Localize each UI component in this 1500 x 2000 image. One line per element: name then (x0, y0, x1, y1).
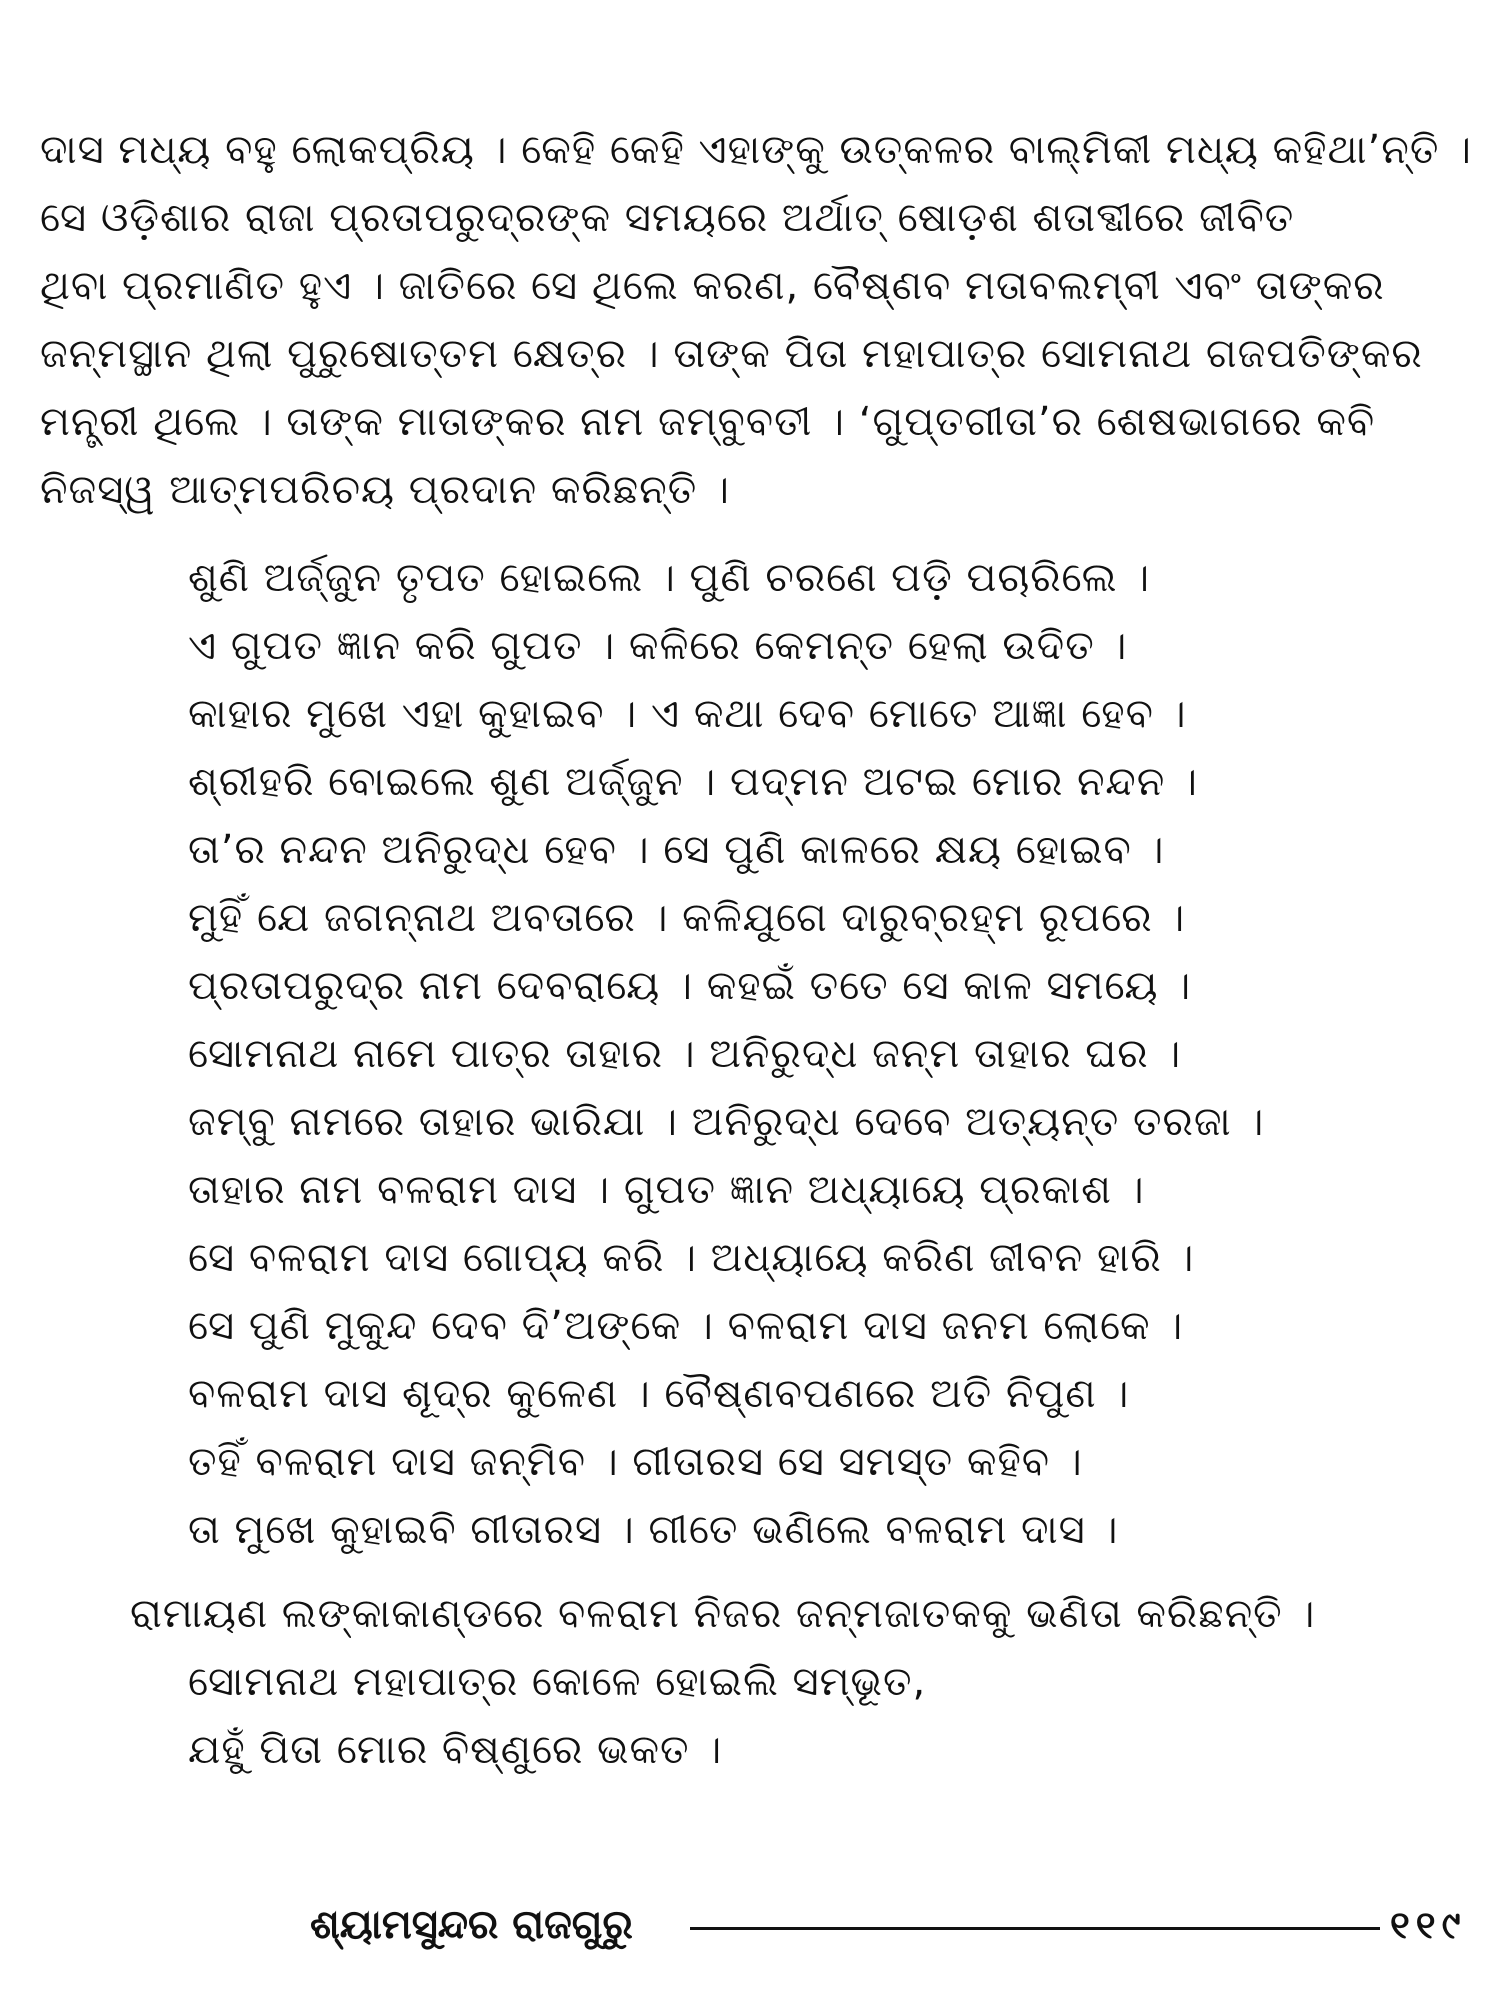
verse-line: ତାହାର ନାମ ବଳରାମ ଦାସ । ଗୁପତ ଜ୍ଞାନ ଅଧ୍ୟାୟେ ପ୍ରକାଶ । (188, 1167, 1145, 1213)
verse-line: ମୁହିଁ ଯେ ଜଗନ୍ନାଥ ଅବତାରେ । କଳିଯୁଗେ ଦାରୁବ୍ରହ୍ମ ରୂପରେ । (188, 895, 1186, 941)
verse-line: ବଳରାମ ଦାସ ଶୂଦ୍ର କୁଳେଣ । ବୈଷ୍ଣବପଣରେ ଅତି ନିପୁଣ । (188, 1371, 1130, 1417)
verse-line: କାହାର ମୁଖେ ଏହା କୁହାଇବ । ଏ କଥା ଦେବ ମୋତେ ଆଜ୍ଞା ହେବ । (188, 691, 1187, 737)
verse-line: ଶୁଣି ଅର୍ଜ୍ଜୁନ ତୃପତ ହୋଇଲେ । ପୁଣି ଚରଣେ ପଡ଼ି ପଚାରିଲେ । (188, 555, 1151, 601)
verse-line: ପ୍ରତାପରୁଦ୍ର ନାମ ଦେବରାୟେ । କହଇଁ ତତେ ସେ କାଳ ସମୟେ । (188, 963, 1192, 1009)
verse-line: ସୋମନାଥ ମହାପାତ୍ର କୋଳେ ହୋଇଲି ସମ୍ଭୂତ, (188, 1659, 927, 1705)
verse-line: ସେ ବଳରାମ ଦାସ ଗୋପ୍ୟ କରି । ଅଧ୍ୟାୟେ କରିଣ ଜୀବନ ହାରି । (188, 1235, 1195, 1281)
verse-line: ତହିଁ ବଳରାମ ଦାସ ଜନ୍ମିବ । ଗୀତାରସ ସେ ସମସ୍ତ କହିବ । (188, 1439, 1083, 1485)
prose-line: ଥିବା ପ୍ରମାଣିତ ହୁଏ । ଜାତିରେ ସେ ଥିଲେ କରଣ, ବୈଷ୍ଣବ ମତାବଲମ୍ବୀ ଏବଂ ତାଙ୍କର (40, 263, 1385, 309)
verse-line: ସେ ପୁଣି ମୁକୁନ୍ଦ ଦେବ ଦି’ଅଙ୍କେ । ବଳରାମ ଦାସ ଜନମ ଲୋକେ । (188, 1303, 1184, 1349)
verse-line: ତା’ର ନନ୍ଦନ ଅନିରୁଦ୍ଧ ହେବ । ସେ ପୁଣି କାଳରେ କ୍ଷୟ ହୋଇବ । (188, 827, 1165, 873)
prose-line: ମନ୍ତ୍ରୀ ଥିଲେ । ତାଙ୍କ ମାତାଙ୍କର ନାମ ଜମ୍ବୁବତୀ । ‘ଗୁପ୍ତଗୀତା’ର ଶେଷଭାଗରେ କବି (40, 399, 1376, 445)
verse-line: ତା ମୁଖେ କୁହାଇବି ଗୀତାରସ । ଗୀତେ ଭଣିଲେ ବଳରାମ ଦାସ । (188, 1507, 1119, 1553)
prose-line: ଜନ୍ମସ୍ଥାନ ଥିଲା ପୁରୁଷୋତ୍ତମ କ୍ଷେତ୍ର । ତାଙ୍କ ପିତା ମହାପାତ୍ର ସୋମନାଥ ଗଜପତିଙ୍କର (40, 331, 1423, 377)
footer-author: ଶ୍ୟାମସୁନ୍ଦର ରାଜଗୁରୁ (310, 1902, 633, 1948)
verse-line: ଏ ଗୁପତ ଜ୍ଞାନ କରି ଗୁପତ । କଳିରେ କେମନ୍ତ ହେଲା ଉଦିତ । (188, 623, 1128, 669)
prose-line: ସେ ଓଡ଼ିଶାର ରାଜା ପ୍ରତାପରୁଦ୍ରଙ୍କ ସମୟରେ ଅର୍ଥାତ୍ ଷୋଡ଼ଶ ଶତାବ୍ଦୀରେ ଜୀବିତ (40, 195, 1295, 241)
page-number: ୧୧୯ (1390, 1903, 1467, 1947)
footer-rule (690, 1927, 1380, 1930)
verse-line: ସୋମନାଥ ନାମେ ପାତ୍ର ତାହାର । ଅନିରୁଦ୍ଧ ଜନ୍ମ ତାହାର ଘର । (188, 1031, 1182, 1077)
verse-line: ଯହୁଁ ପିତା ମୋର ବିଷ୍ଣୁରେ ଭକତ । (188, 1727, 723, 1773)
prose-line: ନିଜସ୍ୱ ଆତ୍ମପରିଚୟ ପ୍ରଦାନ କରିଛନ୍ତି । (40, 467, 730, 513)
verse-line: ଜମ୍ବୁ ନାମରେ ତାହାର ଭାରିଯା । ଅନିରୁଦ୍ଧ ଦେବେ ଅତ୍ୟନ୍ତ ତରଜା । (188, 1099, 1265, 1145)
verse-line: ଶ୍ରୀହରି ବୋଇଲେ ଶୁଣ ଅର୍ଜ୍ଜୁନ । ପଦ୍ମନ ଅଟଇ ମୋର ନନ୍ଦନ । (188, 759, 1198, 805)
prose-line: ଦାସ ମଧ୍ୟ ବହୁ ଲୋକପ୍ରିୟ । କେହି କେହି ଏହାଙ୍କୁ ଉତ୍କଳର ବାଲ୍ମିକୀ ମଧ୍ୟ କହିଥା’ନ୍ତି । (40, 127, 1473, 173)
intro-line: ରାମାୟଣ ଲଙ୍କାକାଣ୍ଡରେ ବଳରାମ ନିଜର ଜନ୍ମଜାତକକୁ ଭଣିତା କରିଛନ୍ତି । (130, 1591, 1316, 1637)
